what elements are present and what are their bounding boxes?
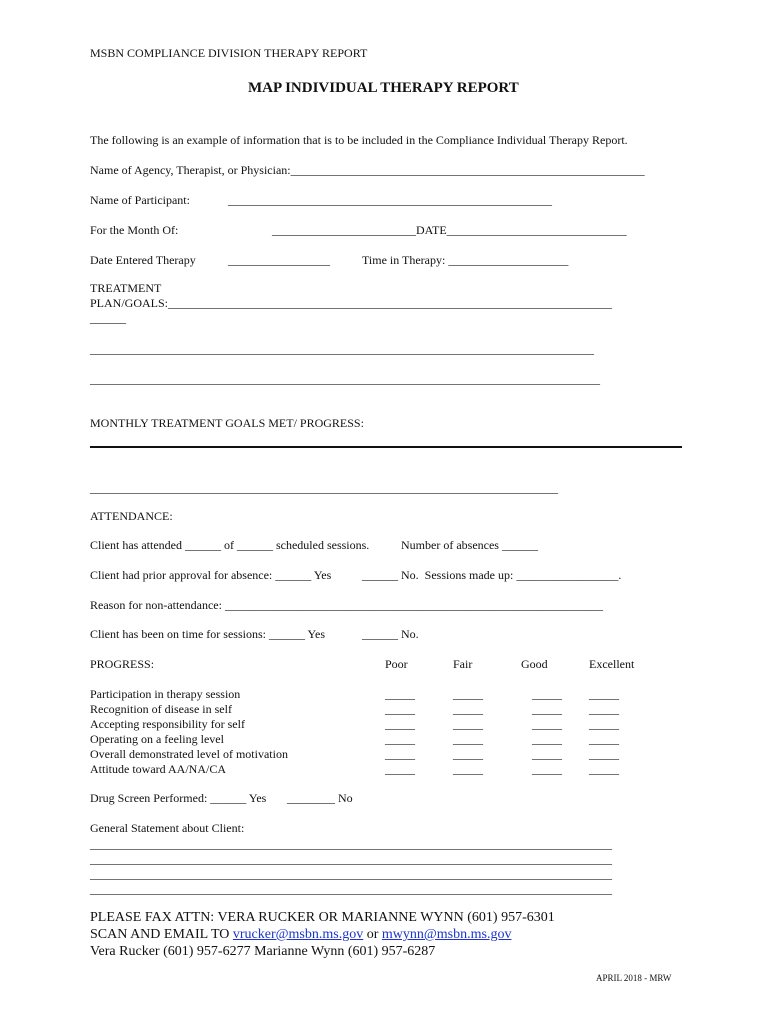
treatment-line[interactable]: ____________________________________________________________________________________ bbox=[90, 342, 594, 356]
fax-instructions: PLEASE FAX ATTN: VERA RUCKER OR MARIANNE WYNN (601) 957-6301 bbox=[90, 910, 555, 925]
rating-blank-fair[interactable]: _____ bbox=[453, 687, 483, 701]
progress-label: PROGRESS: bbox=[90, 657, 155, 671]
drug-screen-no[interactable]: ________ No bbox=[287, 791, 353, 805]
rating-blank-good[interactable]: _____ bbox=[532, 702, 562, 716]
general-statement-label: General Statement about Client: bbox=[90, 821, 245, 835]
email-link-mwynn[interactable]: mwynn@msbn.ms.gov bbox=[381, 927, 512, 942]
on-time-no[interactable]: ______ No. bbox=[362, 627, 419, 641]
footer-revision: APRIL 2018 - MRW bbox=[596, 973, 672, 983]
month-date-field[interactable]: ________________________DATE______________________________ bbox=[272, 223, 627, 237]
prior-approval-yes[interactable]: Client had prior approval for absence: ______ Yes bbox=[90, 568, 332, 582]
rating-blank-good[interactable]: _____ bbox=[532, 747, 562, 761]
email-link-vrucker[interactable]: vrucker@msbn.ms.gov bbox=[232, 927, 364, 942]
rating-blank-poor[interactable]: _____ bbox=[385, 717, 415, 731]
sessions-attended-field[interactable]: Client has attended ______ of ______ scheduled sessions. bbox=[90, 538, 370, 552]
progress-item-label: Operating on a feeling level bbox=[90, 732, 224, 746]
rating-blank-excellent[interactable]: _____ bbox=[589, 717, 619, 731]
date-entered-label: Date Entered Therapy bbox=[90, 253, 196, 267]
time-in-therapy-field[interactable]: Time in Therapy: ____________________ bbox=[362, 253, 569, 267]
column-good: Good bbox=[521, 657, 548, 671]
email-or: or bbox=[363, 927, 382, 942]
general-statement-line[interactable]: _______________________________________________________________________________________ bbox=[90, 852, 612, 866]
agency-field[interactable]: Name of Agency, Therapist, or Physician:___________________________________________________________ bbox=[90, 163, 645, 177]
rating-blank-fair[interactable]: _____ bbox=[453, 762, 483, 776]
date-entered-field[interactable]: _________________ bbox=[228, 253, 330, 267]
rating-blank-good[interactable]: _____ bbox=[532, 732, 562, 746]
absences-field[interactable]: Number of absences ______ bbox=[401, 538, 538, 552]
rating-blank-good[interactable]: _____ bbox=[532, 762, 562, 776]
monthly-goals-line[interactable]: ______________________________________________________________________________ bbox=[90, 481, 558, 495]
general-statement-line[interactable]: _______________________________________________________________________________________ bbox=[90, 882, 612, 896]
non-attendance-reason-field[interactable]: Reason for non-attendance: _______________________________________________________________ bbox=[90, 598, 603, 612]
prior-approval-no[interactable]: ______ No. Sessions made up: _________________. bbox=[362, 568, 622, 582]
progress-item-label: Recognition of disease in self bbox=[90, 702, 232, 716]
section-divider bbox=[90, 446, 682, 448]
rating-blank-fair[interactable]: _____ bbox=[453, 732, 483, 746]
attendance-label: ATTENDANCE: bbox=[90, 509, 173, 523]
general-statement-line[interactable]: _______________________________________________________________________________________ bbox=[90, 837, 612, 851]
monthly-goals-label: MONTHLY TREATMENT GOALS MET/ PROGRESS: bbox=[90, 416, 364, 430]
column-poor: Poor bbox=[385, 657, 408, 671]
rating-blank-excellent[interactable]: _____ bbox=[589, 732, 619, 746]
page-title: MAP INDIVIDUAL THERAPY REPORT bbox=[248, 80, 519, 96]
phone-contacts: Vera Rucker (601) 957-6277 Marianne Wynn (601) 957-6287 bbox=[90, 944, 436, 959]
drug-screen-yes[interactable]: Drug Screen Performed: ______ Yes bbox=[90, 791, 267, 805]
progress-item-label: Participation in therapy session bbox=[90, 687, 241, 701]
progress-item-label: Attitude toward AA/NA/CA bbox=[90, 762, 226, 776]
rating-blank-poor[interactable]: _____ bbox=[385, 762, 415, 776]
rating-blank-poor[interactable]: _____ bbox=[385, 747, 415, 761]
rating-blank-fair[interactable]: _____ bbox=[453, 717, 483, 731]
rating-blank-excellent[interactable]: _____ bbox=[589, 702, 619, 716]
rating-blank-poor[interactable]: _____ bbox=[385, 732, 415, 746]
treatment-line[interactable]: _____________________________________________________________________________________ bbox=[90, 372, 600, 386]
email-instructions bbox=[90, 927, 511, 943]
progress-item-label: Overall demonstrated level of motivation bbox=[90, 747, 288, 761]
participant-label: Name of Participant: bbox=[90, 193, 190, 207]
column-fair: Fair bbox=[453, 657, 473, 671]
rating-blank-excellent[interactable]: _____ bbox=[589, 687, 619, 701]
rating-blank-excellent[interactable]: _____ bbox=[589, 762, 619, 776]
email-prefix: SCAN AND EMAIL TO bbox=[90, 927, 233, 942]
rating-blank-poor[interactable]: _____ bbox=[385, 687, 415, 701]
general-statement-line[interactable]: _______________________________________________________________________________________ bbox=[90, 867, 612, 881]
rating-blank-good[interactable]: _____ bbox=[532, 717, 562, 731]
on-time-yes[interactable]: Client has been on time for sessions: ______ Yes bbox=[90, 627, 325, 641]
rating-blank-excellent[interactable]: _____ bbox=[589, 747, 619, 761]
rating-blank-poor[interactable]: _____ bbox=[385, 702, 415, 716]
column-excellent: Excellent bbox=[589, 657, 635, 671]
rating-blank-good[interactable]: _____ bbox=[532, 687, 562, 701]
progress-item-label: Accepting responsibility for self bbox=[90, 717, 245, 731]
treatment-label: TREATMENT bbox=[90, 281, 162, 295]
plan-goals-field[interactable]: PLAN/GOALS:__________________________________________________________________________ bbox=[90, 296, 613, 310]
participant-field[interactable]: ______________________________________________________ bbox=[228, 193, 552, 207]
plan-goals-continuation[interactable]: ______ bbox=[90, 311, 126, 325]
intro-text: The following is an example of information that is to be included in the Compliance Individual Therapy Report. bbox=[90, 133, 628, 147]
month-label: For the Month Of: bbox=[90, 223, 179, 237]
org-header: MSBN COMPLIANCE DIVISION THERAPY REPORT bbox=[90, 46, 368, 60]
rating-blank-fair[interactable]: _____ bbox=[453, 702, 483, 716]
rating-blank-fair[interactable]: _____ bbox=[453, 747, 483, 761]
